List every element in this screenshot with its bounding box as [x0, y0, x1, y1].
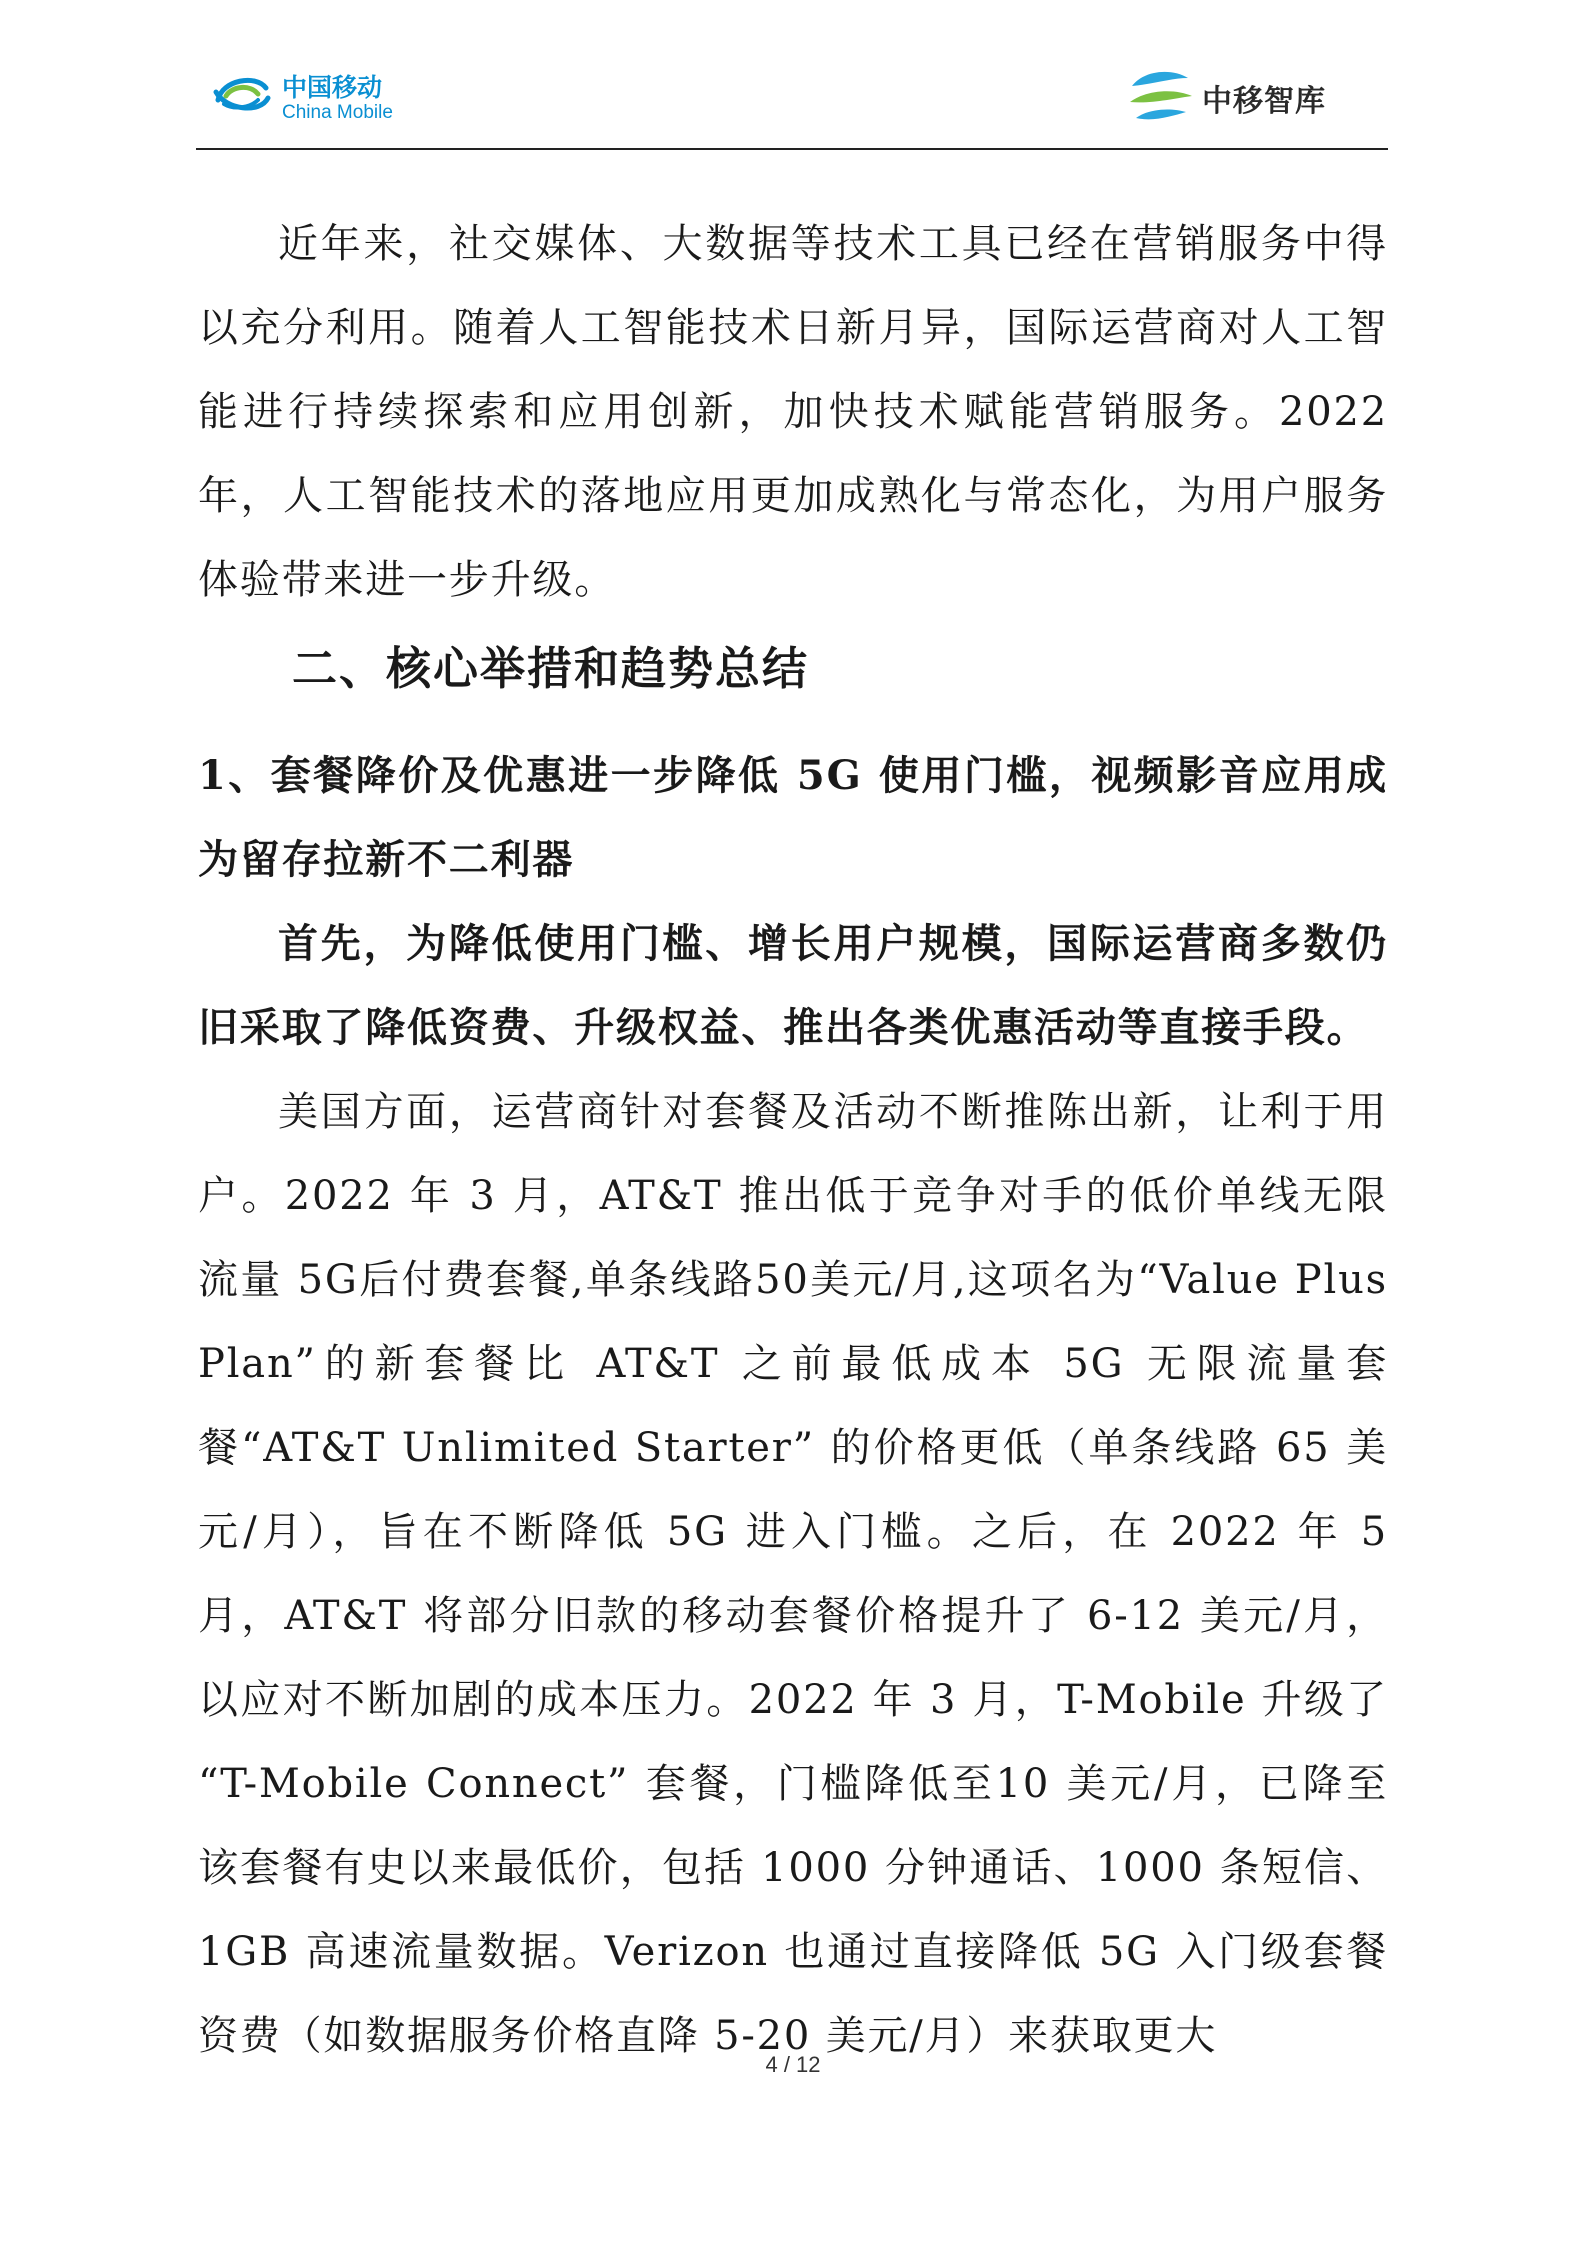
brand-name-en: China Mobile	[282, 102, 393, 123]
subheading: 1、套餐降价及优惠进一步降低 5G 使用门槛，视频影音应用成为留存拉新不二利器	[198, 752, 1388, 883]
us-paragraph: 美国方面，运营商针对套餐及活动不断推陈出新，让利于用户。2022 年 3 月，AT&T 推出低于竞争对手的低价单线无限流量 5G后付费套餐,单条线路50美元/月,这项名为“Value Plus Plan”的新套餐比 AT&T 之前最低成本 5G 无限流量套餐“AT&T Unlimited Starter” 的价格更低（单条线路 65 美元/月），旨在不断降低 5G 进入门槛。之后，在 2022 年 5 月，AT&T 将部分旧款的移动套餐价格提升了 6-12 美元/月，以应对不断加剧的成本压力。2022 年 3 月，T-Mobile 升级了 “T-Mobile Connect” 套餐，门槛降低至10 美元/月，已降至该套餐有史以来最低价，包括 1000 分钟通话、1000 条短信、1GB 高速流量数据。Verizon 也通过直接降低 5G 入门级套餐资费（如数据服务价格直降 5-20 美元/月）来获取更大	[198, 1089, 1388, 2059]
china-mobile-logo	[212, 60, 412, 130]
think-tank-leaf-icon	[1128, 66, 1194, 126]
brand-name-cn: 中国移动	[282, 73, 383, 102]
intro-paragraph: 近年来，社交媒体、大数据等技术工具已经在营销服务中得以充分利用。随着人工智能技术日新月异，国际运营商对人工智能进行持续探索和应用创新，加快技术赋能营销服务。2022 年，人工智能技术的落地应用更加成熟化与常态化，为用户服务体验带来进一步升级。	[198, 221, 1388, 603]
section-heading: 二、核心举措和趋势总结	[292, 642, 810, 695]
document-body	[198, 202, 1388, 2078]
page-number: 4 / 12	[765, 2052, 821, 2077]
china-mobile-swirl-icon	[212, 70, 272, 122]
page-header	[196, 52, 1388, 150]
think-tank-logo	[1128, 62, 1358, 132]
lead-paragraph: 首先，为降低使用门槛、增长用户规模，国际运营商多数仍旧采取了降低资费、升级权益、推出各类优惠活动等直接手段。	[198, 920, 1388, 1051]
think-tank-name: 中移智库	[1202, 84, 1326, 119]
